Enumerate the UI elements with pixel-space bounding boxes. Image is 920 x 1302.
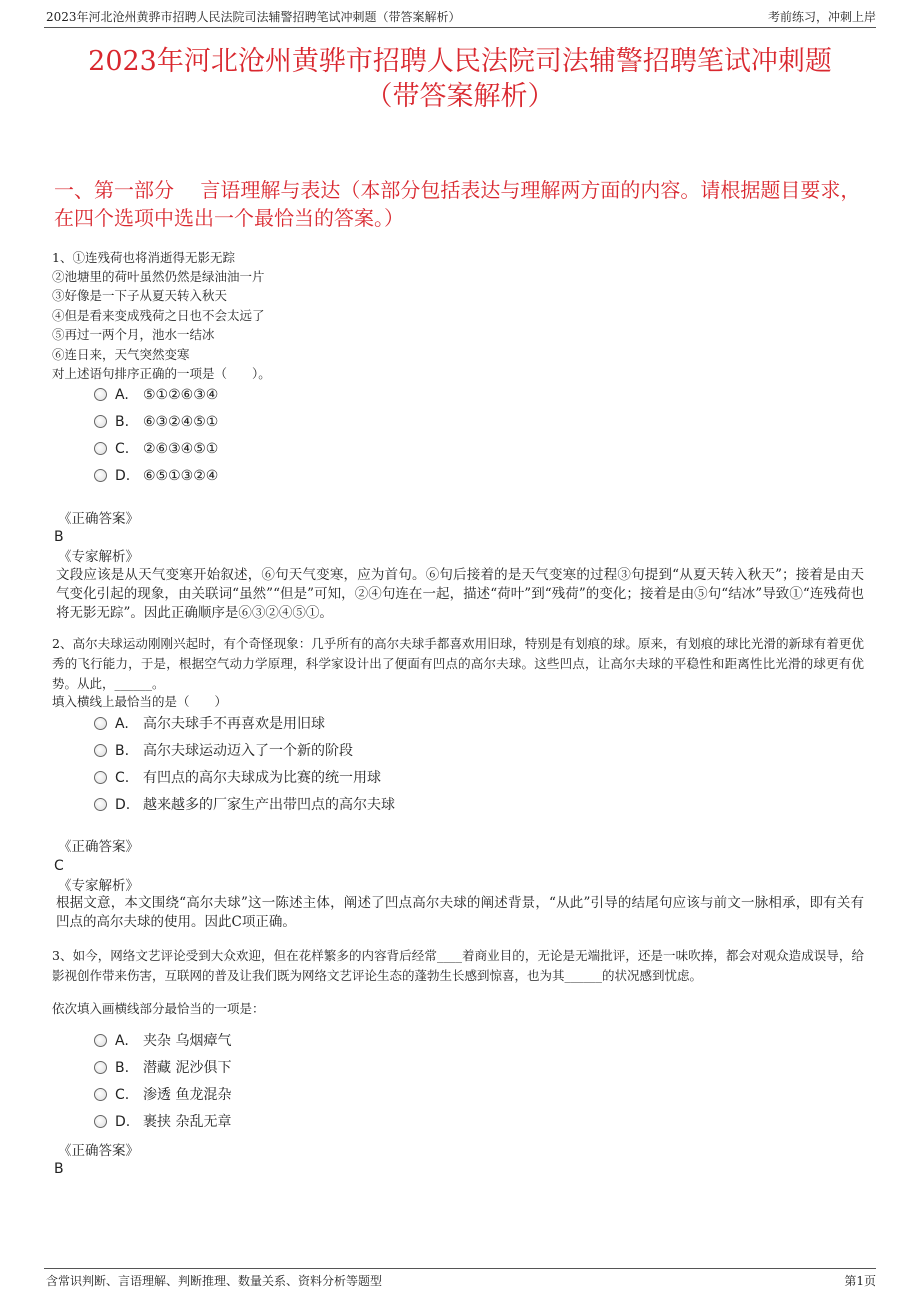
radio-icon[interactable] bbox=[94, 1115, 107, 1128]
option-letter: C. bbox=[115, 1087, 130, 1103]
footer-divider bbox=[44, 1268, 876, 1269]
q1-line: ⑥连日来，天气突然变寒 bbox=[52, 347, 190, 362]
page-header bbox=[46, 8, 876, 24]
q3-stem: 3、如今，网络文艺评论受到大众欢迎，但在花样繁多的内容背后经常____着商业目的，无论是无端批评，还是一味吹捧，都会对观众造成误导，给影视创作带来伤害，互联网的普及让我们既为网络文艺评论生态的蓬勃生长感到惊喜，也为其______的状况感到忧虑。 bbox=[52, 948, 864, 983]
q3-option-a[interactable] bbox=[94, 1030, 231, 1052]
option-letter: D. bbox=[115, 797, 131, 813]
q3-option-b[interactable] bbox=[94, 1057, 231, 1079]
q3-answer: B bbox=[54, 1161, 64, 1177]
title-line-2: （带答案解析） bbox=[365, 81, 555, 112]
q1-analysis: 文段应该是从天气变寒开始叙述，⑥句天气变寒，应为首句。⑥句后接着的是天气变寒的过程③句提到“从夏天转入秋天”；接着是由天气变化引起的现象，由关联词“虽然”“但是”可知，②④句连在一起，描述“荷叶”到“残荷”的变化；接着是由⑤句“结冰”导致①“连残荷也将无影无踪”。因此正确顺序是⑥③②④⑤①。 bbox=[56, 567, 864, 621]
q1-prompt: 对上述语句排序正确的一项是（ ）。 bbox=[52, 366, 271, 381]
option-text: ⑥③②④⑤① bbox=[143, 414, 219, 430]
q1-answer-label: 《正确答案》 bbox=[58, 511, 139, 527]
option-letter: B. bbox=[115, 743, 130, 759]
radio-icon[interactable] bbox=[94, 1061, 107, 1074]
header-doc-title: 2023年河北沧州黄骅市招聘人民法院司法辅警招聘笔试冲刺题（带答案解析） bbox=[46, 10, 461, 24]
q1-option-c[interactable] bbox=[94, 438, 218, 460]
q2-option-c[interactable] bbox=[94, 767, 381, 789]
option-letter: A. bbox=[115, 1033, 129, 1049]
header-divider bbox=[44, 27, 876, 28]
q1-line: ⑤再过一两个月，池水一结冰 bbox=[52, 327, 215, 342]
option-text: 潜藏 泥沙俱下 bbox=[143, 1060, 232, 1076]
q2-option-a[interactable] bbox=[94, 713, 325, 735]
radio-icon[interactable] bbox=[94, 1034, 107, 1047]
option-text: ②⑥③④⑤① bbox=[143, 441, 219, 457]
q1-option-b[interactable] bbox=[94, 411, 218, 433]
q2-stem: 2、高尔夫球运动刚刚兴起时，有个奇怪现象：几乎所有的高尔夫球手都喜欢用旧球，特别是有划痕的球。原来，有划痕的球比光滑的新球有着更优秀的飞行能力，于是，根据空气动力学原理，科学家设计出了便面有凹点的高尔夫球。这些凹点，让高尔夫球的平稳性和距离性比光滑的球更有优势。从此，______。 bbox=[52, 636, 864, 691]
footer-note: 含常识判断、言语理解、判断推理、数量关系、资料分析等题型 bbox=[46, 1274, 383, 1288]
q3-option-d[interactable] bbox=[94, 1111, 231, 1133]
q3-answer-label: 《正确答案》 bbox=[58, 1143, 139, 1159]
option-text: 有凹点的高尔夫球成为比赛的统一用球 bbox=[143, 770, 381, 786]
radio-icon[interactable] bbox=[94, 717, 107, 730]
header-slogan: 考前练习，冲刺上岸 bbox=[767, 10, 876, 24]
q1-line: ④但是看来变成残荷之日也不会太远了 bbox=[52, 308, 265, 323]
option-letter: A. bbox=[115, 716, 129, 732]
option-letter: B. bbox=[115, 414, 130, 430]
title-line-1: 2023年河北沧州黄骅市招聘人民法院司法辅警招聘笔试冲刺题 bbox=[88, 46, 832, 77]
option-text: 高尔夫球手不再喜欢是用旧球 bbox=[143, 716, 325, 732]
q1-line: ②池塘里的荷叶虽然仍然是绿油油一片 bbox=[52, 269, 265, 284]
document-title bbox=[0, 44, 920, 114]
q2-prompt: 填入横线上最恰当的是（ ） bbox=[52, 694, 228, 709]
q1-answer: B bbox=[54, 529, 64, 545]
option-text: 高尔夫球运动迈入了一个新的阶段 bbox=[143, 743, 353, 759]
radio-icon[interactable] bbox=[94, 388, 107, 401]
option-letter: D. bbox=[115, 1114, 131, 1130]
radio-icon[interactable] bbox=[94, 744, 107, 757]
q2-option-d[interactable] bbox=[94, 794, 395, 816]
section-heading: 一、第一部分 言语理解与表达（本部分包括表达与理解两方面的内容。请根据题目要求，在四个选项中选出一个最恰当的答案。） bbox=[54, 178, 861, 230]
radio-icon[interactable] bbox=[94, 469, 107, 482]
radio-icon[interactable] bbox=[94, 771, 107, 784]
option-text: ⑥⑤①③②④ bbox=[143, 468, 219, 484]
option-text: ⑤①②⑥③④ bbox=[143, 387, 219, 403]
radio-icon[interactable] bbox=[94, 415, 107, 428]
q3-prompt: 依次填入画横线部分最恰当的一项是： bbox=[52, 1001, 265, 1016]
q2-answer-label: 《正确答案》 bbox=[58, 839, 139, 855]
q1-analysis-label: 《专家解析》 bbox=[58, 549, 139, 565]
q2-analysis-label: 《专家解析》 bbox=[58, 878, 139, 894]
q2-analysis: 根据文意，本文围绕“高尔夫球”这一陈述主体，阐述了凹点高尔夫球的阐述背景，“从此”引导的结尾句应该与前文一脉相承，即有关有凹点的高尔夫球的使用。因此C项正确。 bbox=[56, 895, 864, 930]
option-letter: C. bbox=[115, 770, 130, 786]
option-text: 越来越多的厂家生产出带凹点的高尔夫球 bbox=[143, 797, 395, 813]
radio-icon[interactable] bbox=[94, 798, 107, 811]
option-text: 夹杂 乌烟瘴气 bbox=[143, 1033, 232, 1049]
q1-line: 1、①连残荷也将消逝得无影无踪 bbox=[52, 250, 235, 265]
option-letter: B. bbox=[115, 1060, 130, 1076]
option-text: 裹挟 杂乱无章 bbox=[143, 1114, 232, 1130]
q1-option-d[interactable] bbox=[94, 465, 218, 487]
option-text: 渗透 鱼龙混杂 bbox=[143, 1087, 232, 1103]
radio-icon[interactable] bbox=[94, 1088, 107, 1101]
option-letter: A. bbox=[115, 387, 129, 403]
option-letter: C. bbox=[115, 441, 130, 457]
page-number: 第1页 bbox=[844, 1274, 876, 1288]
q1-line: ③好像是一下子从夏天转入秋天 bbox=[52, 288, 228, 303]
option-letter: D. bbox=[115, 468, 131, 484]
q3-option-c[interactable] bbox=[94, 1084, 231, 1106]
radio-icon[interactable] bbox=[94, 442, 107, 455]
q1-option-a[interactable] bbox=[94, 384, 218, 406]
q2-option-b[interactable] bbox=[94, 740, 353, 762]
q2-answer: C bbox=[54, 858, 64, 874]
